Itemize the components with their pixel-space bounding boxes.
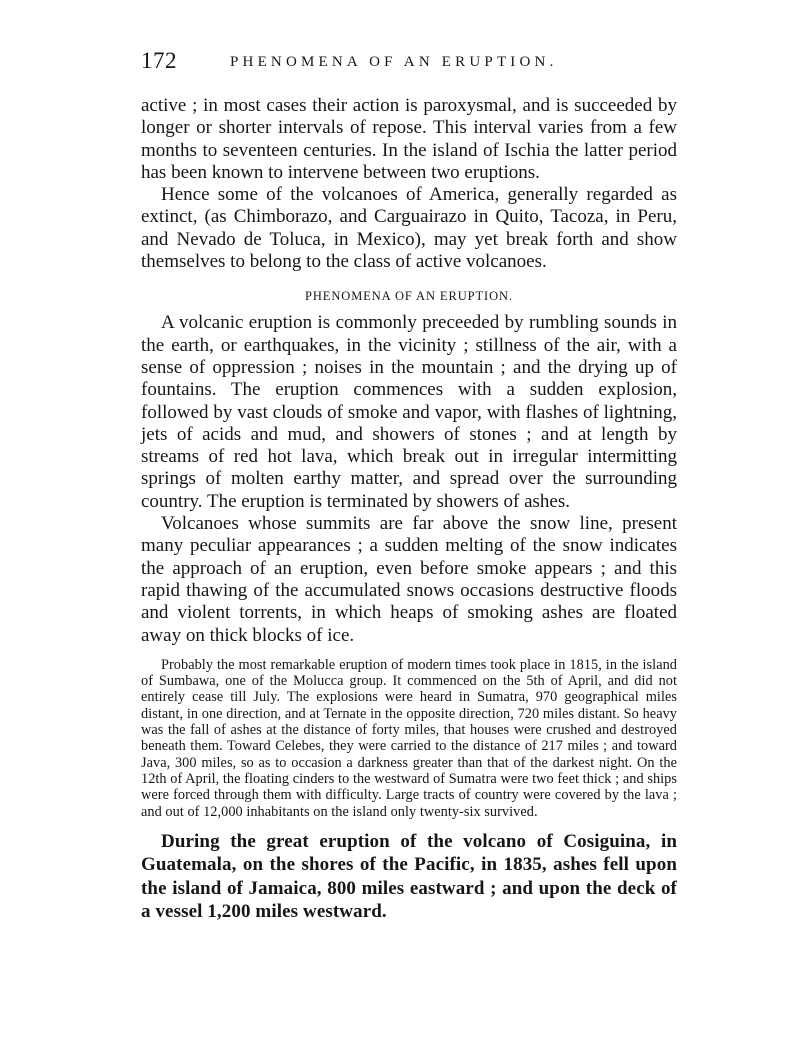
paragraph-cosiguina: During the great eruption of the volcano of Cosiguina, in Guatemala, on the shores of the Pacific, in 1835, ashes fell upon the island of Jamaica, 800 miles eastward ; and upon the deck of a vessel 1,200 miles westward. [141,830,677,923]
section-heading: PHENOMENA OF AN ERUPTION. [305,289,513,304]
page-number: 172 [141,48,177,73]
running-head [141,48,681,78]
paragraph-continued: active ; in most cases their action is paroxysmal, and is succeeded by longer or shorter intervals of repose. This interval varies from a few months to seventeen centuries. In the island of Ischia the latter period has been known to intervene between two eruptions. [141,95,677,183]
main-text [141,95,677,924]
paragraph-eruption-phenomena: A volcanic eruption is commonly preceeded by rumbling sounds in the earth, or earthquakes, in the vicinity ; stillness of the air, with a sense of oppression ; noises in the mountain ; and the drying up of fountains. The eruption commences with a sudden explosion, followed by vast clouds of smoke and vapor, with flashes of lightning, jets of acids and mud, and showers of stones ; and at length by streams of red hot lava, which break out in irregular intermitting springs of molten earthy matter, and spread over the surrounding country. The eruption is terminated by showers of ashes. [141,312,677,512]
note-sumbawa-eruption: Probably the most remarkable eruption of modern times took place in 1815, in the island of Sumbawa, one of the Molucca group. It commenced on the 5th of April, and did not entirely cease till July. The explosions were heard in Sumatra, 970 geographical miles distant, in one direction, and at Ternate in the opposite direction, 720 miles distant. So heavy was the fall of ashes at the distance of forty miles, that houses were crushed and destroyed beneath them. Toward Celebes, they were carried to the distance of 217 miles ; and toward Java, 300 miles, so as to occasion a darkness greater than that of the darkest night. On the 12th of April, the floating cinders to the westward of Sumatra were two feet thick ; and ships were forced through them with difficulty. Large tracts of country were covered by the lava ; and out of 12,000 inhabitants on the island only twenty-six survived. [141,656,677,820]
paragraph-extinct-volcanoes: Hence some of the volcanoes of America, generally regarded as extinct, (as Chimborazo, and Carguairazo in Quito, Tacoza, in Peru, and Nevado de Toluca, in Mexico), may yet break forth and show themselves to belong to the class of active volcanoes. [141,184,677,273]
running-title: PHENOMENA OF AN ERUPTION. [230,54,558,70]
paragraph-snow-line: Volcanoes whose summits are far above the snow line, present many peculiar appearances ; a sudden melting of the snow indicates the approach of an eruption, even before smoke appears ; and this rapid thawing of the accumulated snows occasions destructive floods and violent torrents, in which heaps of smoking ashes are floated away on thick blocks of ice. [141,513,677,646]
